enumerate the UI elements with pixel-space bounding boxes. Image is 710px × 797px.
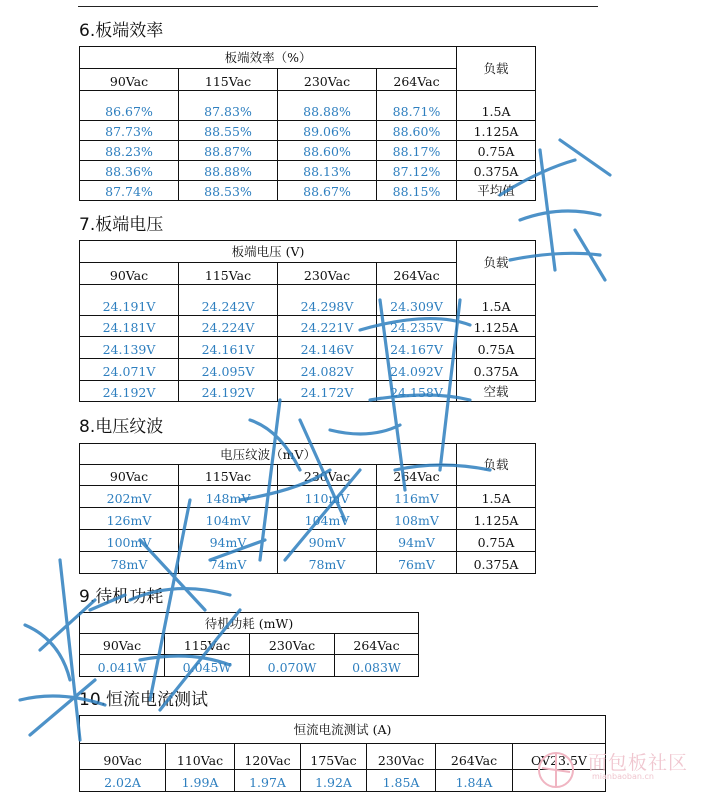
load-cell: 平均值: [457, 181, 536, 201]
table-row: [80, 381, 536, 402]
column-header: 230Vac: [278, 69, 377, 91]
cell: 1.84A: [436, 770, 513, 792]
column-header: 120Vac: [235, 744, 301, 770]
cell: 24.161V: [179, 337, 278, 359]
efficiency-table: [79, 46, 536, 201]
column-header: 264Vac: [377, 69, 457, 91]
column-header: 115Vac: [165, 634, 250, 655]
cell: 87.74%: [80, 181, 179, 201]
table-row: [80, 530, 536, 552]
table-row: [80, 552, 536, 574]
ripple-table: [79, 443, 536, 574]
cell: 104mV: [179, 508, 278, 530]
table-row: [80, 655, 419, 677]
load-cell: 1.125A: [457, 316, 536, 337]
voltage-table: [79, 240, 536, 402]
column-header: 264Vac: [436, 744, 513, 770]
cell: 24.192V: [80, 381, 179, 402]
table-row: [80, 141, 536, 161]
cell: 76mV: [377, 552, 457, 574]
cell: 89.06%: [278, 121, 377, 141]
load-header: 负载: [457, 47, 536, 91]
cell: 24.172V: [278, 381, 377, 402]
cell: 24.191V: [80, 285, 179, 316]
cell: 87.73%: [80, 121, 179, 141]
load-cell: 0.75A: [457, 337, 536, 359]
cell: 148mV: [179, 486, 278, 508]
column-header: 110Vac: [166, 744, 235, 770]
cell: 88.36%: [80, 161, 179, 181]
cell: 24.181V: [80, 316, 179, 337]
cell: 2.02A: [80, 770, 166, 792]
column-header: 90Vac: [80, 744, 166, 770]
cell: 24.224V: [179, 316, 278, 337]
section-7-heading: 7.板端电压: [79, 215, 164, 235]
cell: 88.23%: [80, 141, 179, 161]
load-cell: 0.375A: [457, 552, 536, 574]
cell: 24.167V: [377, 337, 457, 359]
table-group-header: 待机功耗 (mW): [80, 613, 419, 634]
table-row: [80, 770, 606, 792]
constant-current-table: [79, 715, 606, 792]
cell: 116mV: [377, 486, 457, 508]
column-header: 264Vac: [377, 263, 457, 285]
column-header: 90Vac: [80, 263, 179, 285]
cell: 104mV: [278, 508, 377, 530]
column-header: 230Vac: [278, 465, 377, 486]
cell: 110mV: [278, 486, 377, 508]
load-cell: 1.5A: [457, 486, 536, 508]
cell: 88.67%: [278, 181, 377, 201]
column-header: 264Vac: [335, 634, 419, 655]
table-row: [80, 337, 536, 359]
cell: 88.53%: [179, 181, 278, 201]
cell: 24.221V: [278, 316, 377, 337]
column-header: 264Vac: [377, 465, 457, 486]
cell: 88.87%: [179, 141, 278, 161]
cell: 24.095V: [179, 359, 278, 381]
cell: 86.67%: [80, 91, 179, 121]
table-row: [80, 285, 536, 316]
cell: 88.71%: [377, 91, 457, 121]
cell: 202mV: [80, 486, 179, 508]
cell: 94mV: [179, 530, 278, 552]
cell: 24.146V: [278, 337, 377, 359]
column-header: 115Vac: [179, 263, 278, 285]
site-logo-url: mianbaoban.cn: [592, 772, 654, 781]
cell: 24.298V: [278, 285, 377, 316]
section-6-heading: 6.板端效率: [79, 21, 164, 41]
cell: 88.60%: [278, 141, 377, 161]
load-cell: 0.375A: [457, 161, 536, 181]
cell: 0.070W: [250, 655, 335, 677]
load-cell: 1.125A: [457, 508, 536, 530]
cell: 74mV: [179, 552, 278, 574]
cell: 24.192V: [179, 381, 278, 402]
load-cell: 1.125A: [457, 121, 536, 141]
table-row: [80, 121, 536, 141]
column-header: 230Vac: [278, 263, 377, 285]
table-row: [80, 486, 536, 508]
cell: 24.082V: [278, 359, 377, 381]
column-header: 175Vac: [301, 744, 367, 770]
table-group-header: 板端效率（%）: [80, 47, 457, 69]
load-cell: 1.5A: [457, 91, 536, 121]
cell: 88.13%: [278, 161, 377, 181]
cell: 0.045W: [165, 655, 250, 677]
load-cell: 0.75A: [457, 530, 536, 552]
table-row: [80, 91, 536, 121]
site-logo-text: 面包板社区: [588, 752, 689, 774]
cell: 88.88%: [179, 161, 278, 181]
column-header: 115Vac: [179, 69, 278, 91]
cell: 108mV: [377, 508, 457, 530]
cell: 24.309V: [377, 285, 457, 316]
cell: 90mV: [278, 530, 377, 552]
cell: 94mV: [377, 530, 457, 552]
standby-power-table: [79, 612, 419, 677]
cell: 88.60%: [377, 121, 457, 141]
cell: 0.041W: [80, 655, 165, 677]
cell: 78mV: [80, 552, 179, 574]
cell: 24.092V: [377, 359, 457, 381]
column-header: 115Vac: [179, 465, 278, 486]
section-8-heading: 8.电压纹波: [79, 417, 164, 437]
cell: 87.12%: [377, 161, 457, 181]
cell: 24.235V: [377, 316, 457, 337]
section-10-heading: 10.恒流电流测试: [79, 690, 209, 710]
cell: 24.071V: [80, 359, 179, 381]
cell: 88.88%: [278, 91, 377, 121]
section-9-heading: 9.待机功耗: [79, 587, 164, 607]
column-header: 90Vac: [80, 69, 179, 91]
load-cell: 0.375A: [457, 359, 536, 381]
cell: 1.85A: [367, 770, 436, 792]
cell: 1.97A: [235, 770, 301, 792]
column-header: 90Vac: [80, 465, 179, 486]
load-cell: 空载: [457, 381, 536, 402]
cell: 88.15%: [377, 181, 457, 201]
top-rule: [78, 6, 598, 7]
column-header: 230Vac: [250, 634, 335, 655]
cell: 100mV: [80, 530, 179, 552]
table-row: [80, 508, 536, 530]
cell: 24.139V: [80, 337, 179, 359]
table-row: [80, 181, 536, 201]
cell: 1.99A: [166, 770, 235, 792]
cell: 24.158V: [377, 381, 457, 402]
table-row: [80, 316, 536, 337]
table-row: [80, 359, 536, 381]
cell: 126mV: [80, 508, 179, 530]
cell: 88.55%: [179, 121, 278, 141]
cell: 0.083W: [335, 655, 419, 677]
column-header: OV23.5V: [513, 744, 606, 770]
cell: 88.17%: [377, 141, 457, 161]
cell: 87.83%: [179, 91, 278, 121]
column-header: 230Vac: [367, 744, 436, 770]
table-group-header: 恒流电流测试 (A): [80, 716, 606, 744]
cell: 24.242V: [179, 285, 278, 316]
load-header: 负载: [457, 444, 536, 486]
load-cell: 0.75A: [457, 141, 536, 161]
table-group-header: 电压纹波（mV）: [80, 444, 457, 465]
load-cell: 1.5A: [457, 285, 536, 316]
table-group-header: 板端电压 (V): [80, 241, 457, 263]
load-header: 负载: [457, 241, 536, 285]
table-row: [80, 161, 536, 181]
cell: 78mV: [278, 552, 377, 574]
column-header: 90Vac: [80, 634, 165, 655]
cell: 1.92A: [301, 770, 367, 792]
